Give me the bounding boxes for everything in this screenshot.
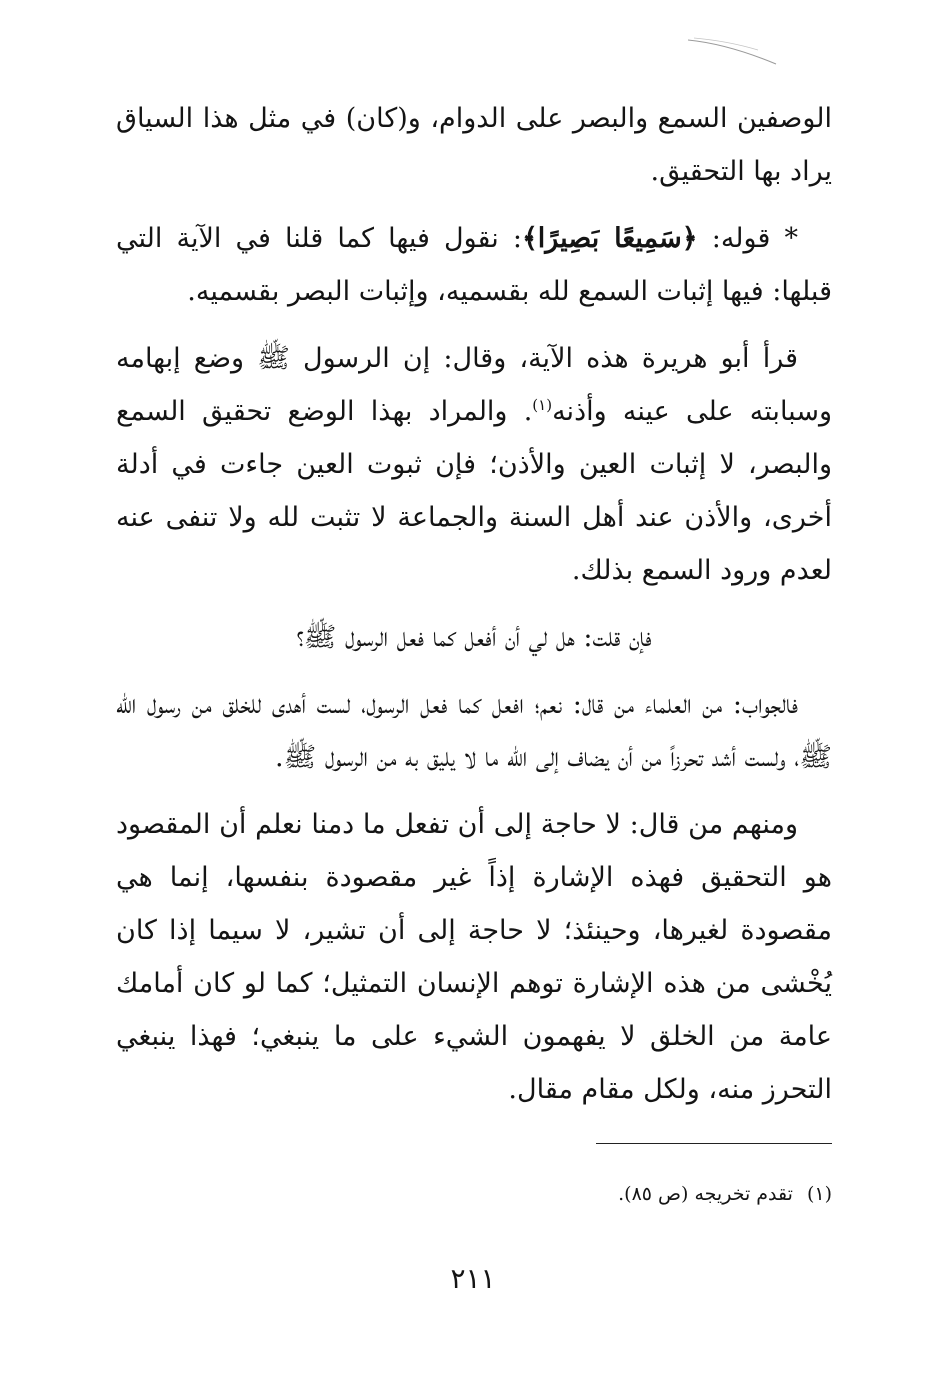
paragraph-1 bbox=[116, 92, 832, 198]
paragraph-4-text: فإن قلت: هل لي أن أفعل كما فعل الرسول ﷺ؟ bbox=[296, 622, 652, 653]
paragraph-5-text: فالجواب: من العلماء من قال: نعم؛ افعل كما فعل الرسول، لست أهدى للخلق من رسول الله ﷺ، ولست أشد تحرزاً من أن يضاف إلى الله ما لا يليق به من الرسول ﷺ. bbox=[116, 689, 832, 773]
paragraph-2-rest: : نقول فيها كما قلنا في الآية التي قبلها: فيها إثبات السمع لله بقسميه، وإثبات البصر بقسميه. bbox=[116, 223, 832, 307]
scan-mark bbox=[688, 36, 778, 66]
page-number: ٢١١ bbox=[450, 1262, 496, 1295]
paragraph-2 bbox=[116, 212, 832, 318]
paragraph-6 bbox=[116, 798, 832, 1116]
footnote bbox=[116, 1178, 832, 1210]
footnote-text: تقدم تخريجه (ص ٨٥). bbox=[618, 1183, 793, 1205]
page-body bbox=[116, 92, 832, 1130]
footnote-number: (١) bbox=[806, 1183, 832, 1205]
paragraph-6-text: ومنهم من قال: لا حاجة إلى أن تفعل ما دمنا نعلم أن المقصود هو التحقيق فهذه الإشارة إذاً غير مقصودة بنفسها، إنما هي مقصودة لغيرها، وحينئذ؛ لا حاجة إلى أن تشير، لا سيما إذا كان يُخْشى من هذه الإشارة توهم الإنسان التمثيل؛ كما لو كان أمامك عامة من الخلق لا يفهمون الشيء على ما ينبغي؛ فهذا ينبغي التحرز منه، ولكل مقام مقال. bbox=[116, 809, 832, 1105]
paragraph-4 bbox=[116, 611, 832, 664]
paragraph-3-before-ref: قرأ أبو هريرة هذه الآية، وقال: إن الرسول ﷺ وضع إبهامه وسبابته على عينه وأذنه bbox=[116, 343, 832, 427]
footnote-reference: (١) bbox=[532, 396, 553, 414]
footnote-divider bbox=[596, 1143, 832, 1144]
quran-quote: ﴿سَمِيعًا بَصِيرًا﴾ bbox=[521, 223, 698, 254]
paragraph-3-after-ref: . والمراد بهذا الوضع تحقيق السمع والبصر، لا إثبات العين والأذن؛ فإن ثبوت العين جاءت في أدلة أخرى، والأذن عند أهل السنة والجماعة لا تثبت لله ولا تنفى عنه لعدم ورود السمع بذلك. bbox=[116, 396, 832, 586]
paragraph-1-text: الوصفين السمع والبصر على الدوام، و(كان) في مثل هذا السياق يراد بها التحقيق. bbox=[116, 103, 832, 187]
paragraph-5 bbox=[116, 678, 832, 784]
paragraph-3 bbox=[116, 332, 832, 597]
paragraph-2-lead: * قوله: bbox=[697, 223, 799, 254]
